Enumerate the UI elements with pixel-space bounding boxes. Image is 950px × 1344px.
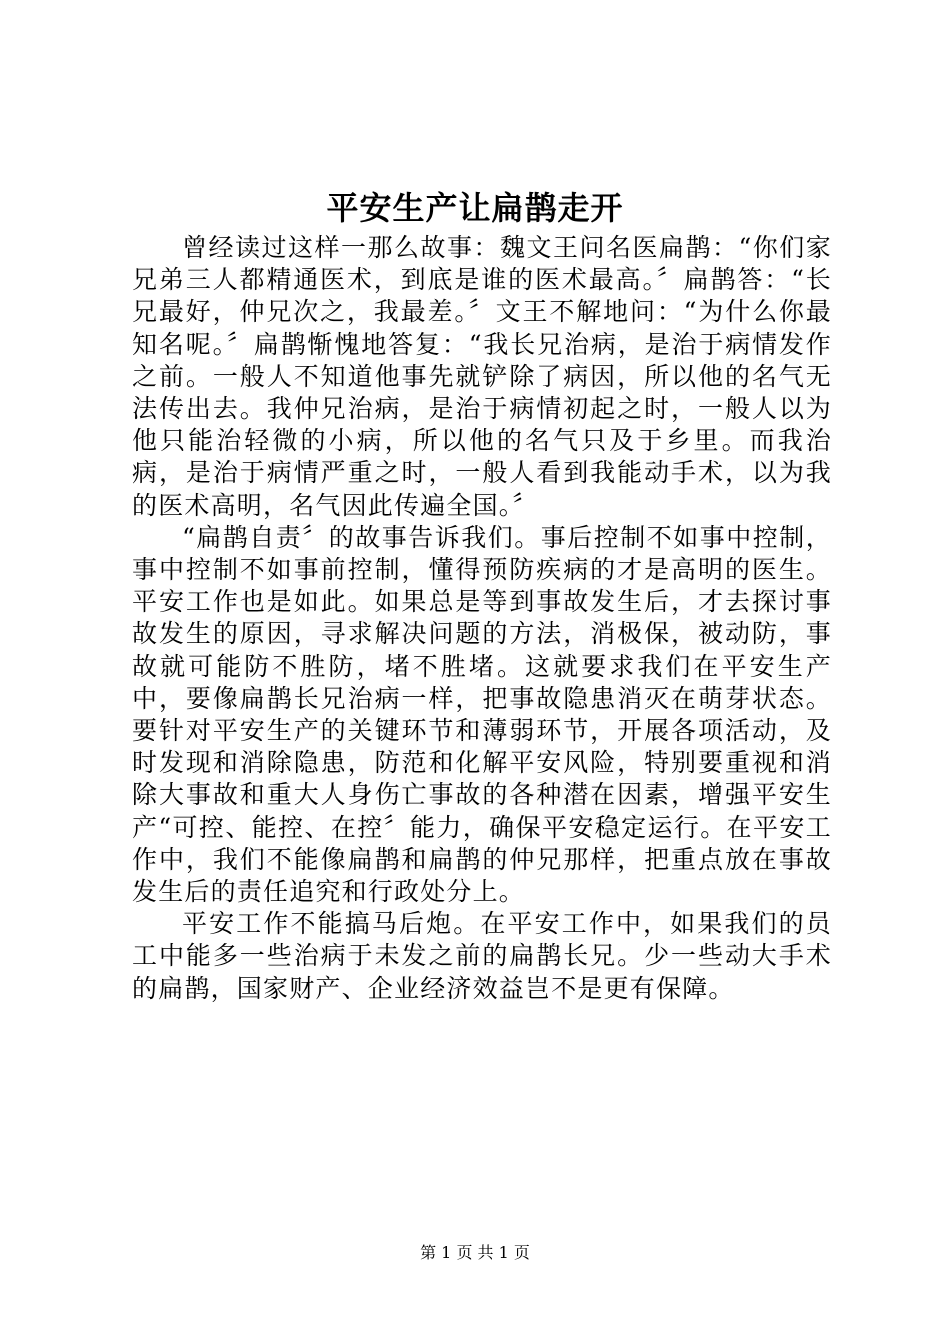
paragraph-2: “扁鹊自责〞的故事告诉我们。事后控制不如事中控制，事中控制不如事前控制，懂得预防疾病的才是高明的医生。平安工作也是如此。如果总是等到事故发生后，才去探讨事故发生的原因，寻求解决问题的方法，消极保，被动防，事故就可能防不胜防，堵不胜堵。这就要求我们在平安生产中，要像扁鹊长兄治病一样，把事故隐患消灭在萌芽状态。要针对平安生产的关键环节和薄弱环节，开展各项活动，及时发现和消除隐患，防范和化解平安风险，特别要重视和消除大事故和重大人身伤亡事故的各种潜在因素，增强平安生产“可控、能控、在控〞能力，确保平安稳定运行。在平安工作中，我们不能像扁鹊和扁鹊的仲兄那样，把重点放在事故发生后的责任追究和行政处分上。	[132, 522, 832, 907]
document-body	[132, 232, 832, 1005]
document-title: 平安生产让扁鹊走开	[326, 189, 624, 227]
paragraph-1: 曾经读过这样一那么故事：魏文王问名医扁鹊：“你们家兄弟三人都精通医术，到底是谁的医术最高。〞扁鹊答：“长兄最好，仲兄次之，我最差。〞文王不解地问：“为什么你最知名呢。〞扁鹊惭愧地答复：“我长兄治病，是治于病情发作之前。一般人不知道他事先就铲除了病因，所以他的名气无法传出去。我仲兄治病，是治于病情初起之时，一般人以为他只能治轻微的小病，所以他的名气只及于乡里。而我治病，是治于病情严重之时，一般人看到我能动手术，以为我的医术高明，名气因此传遍全国。〞	[132, 233, 832, 520]
paragraph-3: 平安工作不能搞马后炮。在平安工作中，如果我们的员工中能多一些治病于未发之前的扁鹊长兄。少一些动大手术的扁鹊，国家财产、企业经济效益岂不是更有保障。	[132, 909, 832, 1003]
page-footer: 第 1 页 共 1 页	[420, 1243, 530, 1262]
